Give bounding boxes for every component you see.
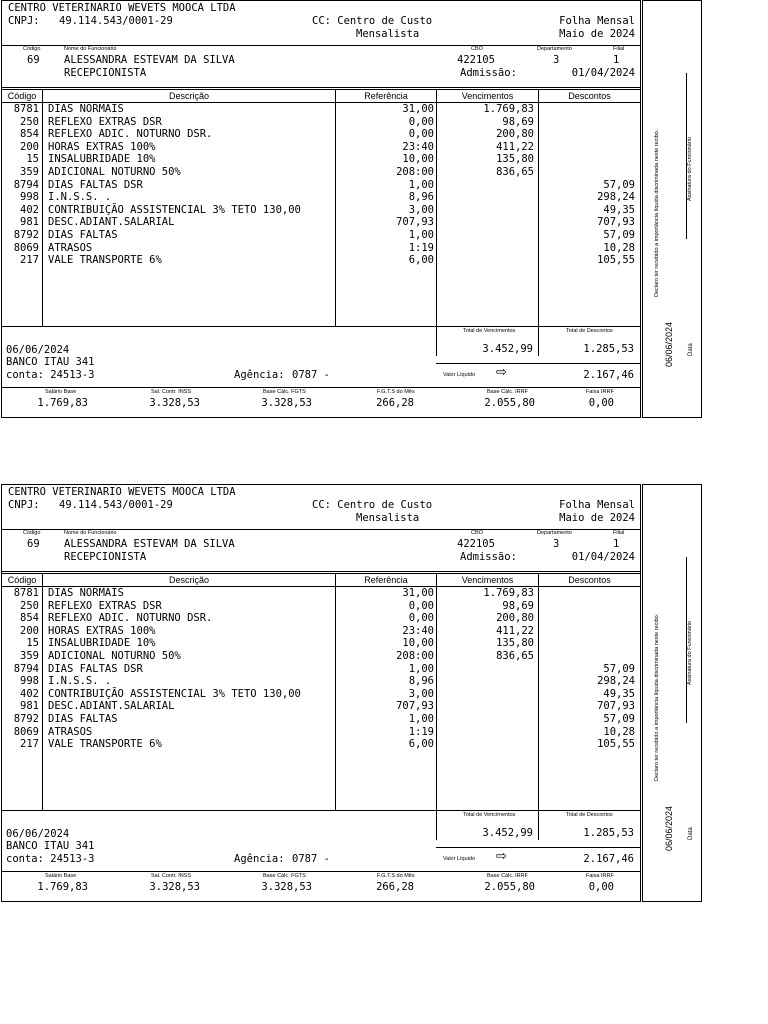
item-code: 8792 — [13, 713, 39, 725]
payslip-copy-2 — [0, 484, 702, 902]
item-deduction — [539, 587, 635, 600]
inss-base: 3.328,53 — [149, 397, 200, 409]
item-reference: 1,00 — [408, 229, 434, 241]
bank-name: BANCO ITAU 341 — [6, 356, 95, 368]
employee-code: 69 — [27, 538, 40, 550]
item-deduction: 49,35 — [603, 687, 635, 700]
item-description: CONTRIBUIÇÃO ASSISTENCIAL 3% TETO 130,00 — [48, 687, 301, 700]
code-label: Código — [23, 46, 41, 52]
branch-label: Filial — [613, 530, 625, 536]
item-code: 8069 — [13, 241, 39, 254]
company-name: CENTRO VETERINARIO WEVETS MOOCA LTDA — [8, 2, 236, 14]
item-description: DIAS FALTAS DSR — [48, 662, 143, 675]
payslip-copy-1 — [0, 0, 702, 418]
item-reference: 0,00 — [408, 128, 434, 141]
item-reference: 1:19 — [408, 725, 434, 738]
date-label: Data — [688, 827, 694, 840]
name-label: Nome do Funcionário — [64, 530, 117, 536]
employee-branch: 1 — [613, 54, 620, 66]
items-table — [2, 573, 640, 811]
item-deduction: 707,93 — [597, 700, 635, 713]
item-earnings: 135,80 — [496, 153, 534, 166]
cost-center-type: Mensalista — [356, 28, 420, 40]
item-reference: 23:40 — [402, 140, 434, 153]
item-earnings — [437, 738, 534, 751]
total-deductions-label: Total de Descontos — [566, 328, 613, 334]
employee-branch: 1 — [613, 538, 620, 550]
item-deduction: 49,35 — [603, 203, 635, 216]
item-deduction: 10,28 — [603, 725, 635, 738]
item-earnings: 411,22 — [496, 140, 534, 153]
employee-role: RECEPCIONISTA — [64, 551, 147, 563]
admission-label: Admissão: — [460, 67, 517, 79]
item-reference: 707,93 — [396, 700, 434, 713]
net-value-label: Valor Líquido — [443, 372, 476, 378]
column-header-code: Código — [7, 91, 37, 101]
item-description: REFLEXO ADIC. NOTURNO DSR. — [48, 128, 213, 141]
item-code: 402 — [20, 203, 39, 216]
date-label: Data — [688, 343, 694, 356]
receipt-declaration: Declaro ter recebido a importância líquida discriminada neste recibo. — [654, 613, 660, 781]
item-reference: 0,00 — [408, 612, 434, 625]
item-code: 854 — [20, 612, 39, 625]
item-reference: 208:00 — [396, 166, 434, 178]
item-earnings — [437, 700, 534, 713]
irrf-bracket: 0,00 — [588, 397, 614, 409]
fgts-base-label: Base Cálc. FGTS — [263, 873, 306, 879]
item-earnings: 200,80 — [496, 612, 534, 625]
arrow-right-icon: ⇨ — [496, 849, 507, 864]
total-earnings-label: Total de Vencimentos — [463, 328, 516, 334]
payment-date: 06/06/2024 — [6, 828, 70, 840]
irrf-bracket: 0,00 — [588, 881, 614, 893]
period: Maio de 2024 — [559, 28, 635, 40]
item-description: DIAS NORMAIS — [48, 587, 124, 599]
item-deduction — [539, 612, 635, 625]
employee-department: 3 — [553, 54, 560, 66]
arrow-right-icon: ⇨ — [496, 365, 507, 380]
fgts-month-label: F.G.T.S do Mês — [377, 873, 415, 879]
divider — [436, 363, 640, 364]
item-earnings — [437, 229, 534, 242]
column-header-reference: Referência — [364, 91, 408, 101]
inss-base-label: Sal. Contr. INSS — [151, 873, 192, 879]
net-value: 2.167,46 — [583, 369, 634, 381]
fgts-month: 266,28 — [376, 881, 414, 893]
item-reference: 1,00 — [408, 178, 434, 191]
item-description: CONTRIBUIÇÃO ASSISTENCIAL 3% TETO 130,00 — [48, 203, 301, 216]
base-salary: 1.769,83 — [37, 881, 88, 893]
column-header-description: Descrição — [168, 91, 209, 101]
divider — [2, 326, 640, 327]
item-description: REFLEXO ADIC. NOTURNO DSR. — [48, 612, 213, 625]
item-reference: 0,00 — [408, 115, 434, 128]
item-deduction: 57,09 — [603, 178, 635, 191]
irrf-base-label: Base Cálc. IRRF — [487, 389, 528, 395]
item-deduction — [539, 128, 635, 141]
item-code: 8794 — [13, 178, 39, 191]
item-code: 200 — [20, 140, 39, 153]
department-label: Departamento — [537, 46, 572, 52]
item-description: DESC.ADIANT.SALARIAL — [48, 216, 175, 229]
receipt-strip — [642, 0, 702, 418]
item-deduction: 298,24 — [597, 675, 635, 688]
item-reference: 208:00 — [396, 650, 434, 662]
item-deduction — [539, 650, 635, 663]
column-header-deductions: Descontos — [568, 575, 611, 585]
bank-account: conta: 24513-3 — [6, 853, 95, 865]
total-deductions-label: Total de Descontos — [566, 812, 613, 818]
item-description: ADICIONAL NOTURNO 50% — [48, 166, 181, 178]
company-name: CENTRO VETERINARIO WEVETS MOOCA LTDA — [8, 486, 236, 498]
item-description: INSALUBRIDADE 10% — [48, 153, 156, 166]
item-code: 15 — [26, 153, 39, 166]
item-code: 8069 — [13, 725, 39, 738]
employee-cbo: 422105 — [457, 538, 495, 550]
item-earnings: 98,69 — [502, 115, 534, 128]
item-description: ATRASOS — [48, 241, 93, 254]
total-deductions: 1.285,53 — [583, 827, 634, 839]
item-reference: 1,00 — [408, 713, 434, 725]
item-code: 8794 — [13, 662, 39, 675]
item-deduction — [539, 153, 635, 166]
bank-name: BANCO ITAU 341 — [6, 840, 95, 852]
item-deduction — [539, 166, 635, 179]
item-reference: 31,00 — [402, 103, 434, 115]
receipt-declaration: Declaro ter recebido a importância líquida discriminada neste recibo. — [654, 129, 660, 297]
column-header-code: Código — [7, 575, 37, 585]
item-code: 359 — [20, 650, 39, 662]
divider — [436, 847, 640, 848]
item-deduction: 57,09 — [603, 229, 635, 241]
name-label: Nome do Funcionário — [64, 46, 117, 52]
item-reference: 1,00 — [408, 662, 434, 675]
total-earnings: 3.452,99 — [482, 827, 533, 839]
signature-label: Assinatura do Funcionário — [687, 137, 693, 201]
item-description: I.N.S.S. . — [48, 191, 112, 204]
fgts-month: 266,28 — [376, 397, 414, 409]
item-earnings: 135,80 — [496, 637, 534, 650]
department-label: Departamento — [537, 530, 572, 536]
item-description: INSALUBRIDADE 10% — [48, 637, 156, 650]
item-earnings — [437, 179, 534, 192]
cnpj-label: CNPJ: — [8, 499, 40, 511]
irrf-bracket-label: Faixa IRRF — [586, 389, 614, 395]
cbo-label: CBO — [471, 46, 483, 52]
item-description: VALE TRANSPORTE 6% — [48, 254, 162, 267]
item-reference: 31,00 — [402, 587, 434, 599]
column-header-reference: Referência — [364, 575, 408, 585]
item-reference: 3,00 — [408, 687, 434, 700]
employee-code: 69 — [27, 54, 40, 66]
item-code: 8781 — [13, 103, 39, 115]
admission-date: 01/04/2024 — [571, 67, 635, 79]
item-code: 217 — [20, 738, 39, 751]
item-reference: 23:40 — [402, 624, 434, 637]
divider — [2, 871, 640, 872]
column-divider — [42, 90, 43, 327]
item-earnings: 200,80 — [496, 128, 534, 141]
item-earnings — [437, 663, 534, 676]
item-description: DIAS FALTAS DSR — [48, 178, 143, 191]
item-deduction: 57,09 — [603, 662, 635, 675]
irrf-base: 2.055,80 — [484, 397, 535, 409]
item-description: REFLEXO EXTRAS DSR — [48, 115, 162, 128]
item-code: 998 — [20, 191, 39, 204]
item-reference: 6,00 — [408, 254, 434, 267]
item-deduction — [539, 116, 635, 129]
item-earnings — [437, 713, 534, 726]
item-deduction — [539, 103, 635, 116]
item-deduction: 57,09 — [603, 713, 635, 725]
sheet-type: Folha Mensal — [559, 499, 635, 511]
item-code: 250 — [20, 599, 39, 612]
item-code: 200 — [20, 624, 39, 637]
column-divider — [42, 574, 43, 811]
total-earnings-label: Total de Vencimentos — [463, 812, 516, 818]
inss-base-label: Sal. Contr. INSS — [151, 389, 192, 395]
period: Maio de 2024 — [559, 512, 635, 524]
item-reference: 6,00 — [408, 738, 434, 751]
divider — [2, 571, 640, 572]
item-description: ADICIONAL NOTURNO 50% — [48, 650, 181, 662]
bank-account: conta: 24513-3 — [6, 369, 95, 381]
item-earnings — [437, 726, 534, 739]
item-code: 15 — [26, 637, 39, 650]
item-reference: 8,96 — [408, 675, 434, 688]
net-value: 2.167,46 — [583, 853, 634, 865]
employee-department: 3 — [553, 538, 560, 550]
item-deduction: 707,93 — [597, 216, 635, 229]
item-deduction — [539, 600, 635, 613]
item-code: 402 — [20, 687, 39, 700]
item-deduction: 105,55 — [597, 254, 635, 267]
item-deduction: 298,24 — [597, 191, 635, 204]
item-reference: 10,00 — [402, 153, 434, 166]
cost-center: CC: Centro de Custo — [312, 499, 433, 511]
irrf-bracket-label: Faixa IRRF — [586, 873, 614, 879]
item-earnings — [437, 242, 534, 255]
fgts-base-label: Base Cálc. FGTS — [263, 389, 306, 395]
item-description: DESC.ADIANT.SALARIAL — [48, 700, 175, 713]
item-code: 8792 — [13, 229, 39, 241]
fgts-base: 3.328,53 — [261, 881, 312, 893]
item-description: DIAS FALTAS — [48, 229, 118, 241]
item-earnings — [437, 688, 534, 701]
sheet-type: Folha Mensal — [559, 15, 635, 27]
item-deduction: 105,55 — [597, 738, 635, 751]
payment-date: 06/06/2024 — [6, 344, 70, 356]
items-table — [2, 89, 640, 327]
column-header-earnings: Vencimentos — [461, 91, 514, 101]
employee-name: ALESSANDRA ESTEVAM DA SILVA — [64, 54, 235, 66]
item-reference: 0,00 — [408, 599, 434, 612]
cnpj-label: CNPJ: — [8, 15, 40, 27]
item-deduction: 10,28 — [603, 241, 635, 254]
item-code: 8781 — [13, 587, 39, 599]
cbo-label: CBO — [471, 530, 483, 536]
item-earnings — [437, 216, 534, 229]
item-description: VALE TRANSPORTE 6% — [48, 738, 162, 751]
divider — [2, 387, 640, 388]
item-description: HORAS EXTRAS 100% — [48, 624, 156, 637]
item-earnings: 98,69 — [502, 599, 534, 612]
employee-name: ALESSANDRA ESTEVAM DA SILVA — [64, 538, 235, 550]
item-code: 981 — [20, 216, 39, 229]
base-salary: 1.769,83 — [37, 397, 88, 409]
total-earnings: 3.452,99 — [482, 343, 533, 355]
net-value-label: Valor Líquido — [443, 856, 476, 862]
admission-label: Admissão: — [460, 551, 517, 563]
column-header-earnings: Vencimentos — [461, 575, 514, 585]
base-salary-label: Salário Base — [45, 873, 77, 879]
payslip-main — [1, 0, 641, 418]
signature-date: 06/06/2024 — [664, 805, 674, 851]
base-salary-label: Salário Base — [45, 389, 77, 395]
irrf-base-label: Base Cálc. IRRF — [487, 873, 528, 879]
item-code: 998 — [20, 675, 39, 688]
item-earnings — [437, 191, 534, 204]
item-description: HORAS EXTRAS 100% — [48, 140, 156, 153]
signature-label: Assinatura do Funcionário — [687, 621, 693, 685]
item-description: DIAS FALTAS — [48, 713, 118, 725]
irrf-base: 2.055,80 — [484, 881, 535, 893]
signature-date: 06/06/2024 — [664, 321, 674, 367]
item-reference: 707,93 — [396, 216, 434, 229]
code-label: Código — [23, 530, 41, 536]
agency-label: Agência: — [234, 369, 285, 381]
admission-date: 01/04/2024 — [571, 551, 635, 563]
employee-role: RECEPCIONISTA — [64, 67, 147, 79]
item-earnings: 836,65 — [496, 650, 534, 662]
cost-center-type: Mensalista — [356, 512, 420, 524]
inss-base: 3.328,53 — [149, 881, 200, 893]
employee-cbo: 422105 — [457, 54, 495, 66]
item-description: I.N.S.S. . — [48, 675, 112, 688]
item-deduction — [539, 637, 635, 650]
item-description: REFLEXO EXTRAS DSR — [48, 599, 162, 612]
item-earnings: 411,22 — [496, 624, 534, 637]
item-earnings — [437, 675, 534, 688]
item-earnings: 1.769,83 — [483, 587, 534, 599]
column-header-description: Descrição — [168, 575, 209, 585]
item-deduction — [539, 625, 635, 638]
agency-label: Agência: — [234, 853, 285, 865]
payslip-main — [1, 484, 641, 902]
agency: 0787 - — [292, 369, 330, 381]
agency: 0787 - — [292, 853, 330, 865]
item-earnings: 836,65 — [496, 166, 534, 178]
item-earnings: 1.769,83 — [483, 103, 534, 115]
item-reference: 8,96 — [408, 191, 434, 204]
item-reference: 1:19 — [408, 241, 434, 254]
branch-label: Filial — [613, 46, 625, 52]
item-earnings — [437, 204, 534, 217]
cnpj: 49.114.543/0001-29 — [59, 499, 173, 511]
cost-center: CC: Centro de Custo — [312, 15, 433, 27]
item-reference: 3,00 — [408, 203, 434, 216]
item-deduction — [539, 141, 635, 154]
item-description: ATRASOS — [48, 725, 93, 738]
receipt-strip — [642, 484, 702, 902]
item-code: 217 — [20, 254, 39, 267]
divider — [2, 810, 640, 811]
fgts-base: 3.328,53 — [261, 397, 312, 409]
item-code: 359 — [20, 166, 39, 178]
cnpj: 49.114.543/0001-29 — [59, 15, 173, 27]
item-reference: 10,00 — [402, 637, 434, 650]
column-header-deductions: Descontos — [568, 91, 611, 101]
total-deductions: 1.285,53 — [583, 343, 634, 355]
item-earnings — [437, 254, 534, 267]
divider — [2, 87, 640, 88]
fgts-month-label: F.G.T.S do Mês — [377, 389, 415, 395]
item-code: 981 — [20, 700, 39, 713]
item-code: 854 — [20, 128, 39, 141]
item-description: DIAS NORMAIS — [48, 103, 124, 115]
item-code: 250 — [20, 115, 39, 128]
